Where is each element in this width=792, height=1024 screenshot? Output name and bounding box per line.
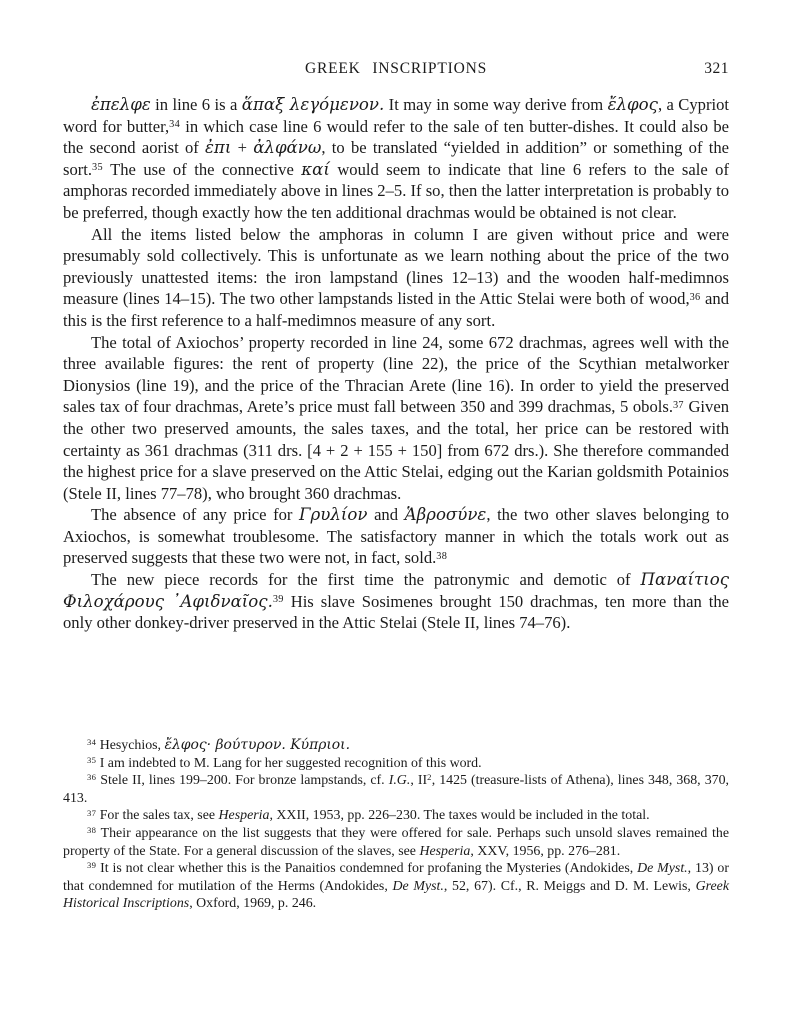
footnote-39 [63,860,729,913]
footnote-36 [63,772,729,807]
footnote-ref: 35 [87,754,97,765]
text-run: Greek Historical Inscriptions [63,878,729,912]
footnotes-block [63,737,729,913]
text-run: + [231,138,254,158]
paragraph-4 [63,504,729,569]
text-run: , XXV, 1956, pp. 276–281. [470,843,621,859]
paragraph-5 [63,569,729,634]
footnote-ref: 34 [169,118,181,130]
text-run: It is not clear whether this is the Panaitios condemned for profaning the Mysteries (Andokides, [96,861,638,877]
text-run: Ἁβροσύνε [404,505,487,525]
text-run: , II [410,773,428,789]
text-run: Παναίτιος Φιλοχάρους ᾿Αφιδναῖος. [63,570,729,611]
footnote-ref: 37 [672,399,684,411]
text-run: ἅπαξ λεγόμενον. [241,95,385,114]
text-run: Hesychios, [96,738,165,753]
text-run: ἐπι [205,138,232,158]
footnote-38 [63,825,729,860]
footnote-ref: 36 [87,772,97,783]
footnote-34 [63,737,729,755]
footnote-35 [63,755,729,773]
text-run: The total of Axiochos’ property recorded in line 24, some 672 drachmas, agrees well with the three available figures: the rent of property (line 22), the price of the Scythian metalworker Dionysios (line 19), and the price of the Thracian Arete (line 16). In order to yield the preserved sales tax of four drachmas, Arete’s price must fall between 350 and 399 drachmas, 5 obols. [63,332,729,417]
text-run: in line 6 is a [150,95,242,114]
article-body [63,94,729,634]
page-number: 321 [704,60,729,77]
paragraph-1 [63,94,729,224]
text-run: The absence of any price for [91,505,300,525]
text-run: De Myst. [392,878,444,894]
text-run: De Myst. [637,861,688,877]
text-run: It may in some way derive from [384,95,608,114]
text-run: Γρυλίον [299,505,368,525]
running-head [63,60,729,80]
text-run: , XXII, 1953, pp. 226–230. The taxes would be included in the total. [269,808,650,824]
text-run: ἔλφος [607,95,658,114]
text-run: Given the other two preserved amounts, the sales taxes, and the total, her price can be restored with certainty as 361 drachmas (311 drs. [4 + 2 + 155 + 150] from 672 drs.). She therefore commanded the highest price for a slave preserved on the Attic Stelai, edging out the Karian goldsmith Potainios (Stele II, lines 77–78), who brought 360 drachmas. [63,397,729,503]
text-run: , 13) or that condemned for mutilation of the Herms (Andokides, [63,861,729,894]
text-run: The new piece records for the first time the patronymic and demotic of [91,570,641,590]
footnote-ref: 39 [87,860,97,871]
footnote-ref: 35 [92,162,103,174]
text-run: ἔλφος· βούτυρον. Κύπριοι. [164,737,351,753]
footnote-ref: 2 [427,772,432,783]
text-run: , Oxford, 1969, p. 246. [189,896,317,912]
text-run: would seem to indicate that line 6 refers to the sale of amphoras recorded immediately above in lines 2–5. If so, then the latter interpretation is probably to be preferred, though exactly how the ten additional drachmas would be obtained is not clear. [63,159,729,222]
footnote-ref: 39 [272,594,284,606]
footnote-ref: 37 [87,807,97,818]
paragraph-3 [63,332,729,505]
text-run: His slave Sosimenes brought 150 drachmas, ten more than the only other donkey-driver preserved in the Attic Stelai (Stele II, lines 74–76). [63,591,729,633]
text-run: All the items listed below the amphoras in column I are given without price and were presumably sold collectively. This is unfortunate as we learn nothing about the price of the two previously unattested items: the iron lampstand (lines 12–13) and the wooden half-medimnos measure (lines 14–15). The two other lampstands listed in the Attic Stelai were both of wood, [63,224,729,309]
text-run: Hesperia [218,808,270,824]
footnote-ref: 38 [436,550,448,562]
footnote-37 [63,807,729,825]
text-run: and [367,505,405,525]
text-run: in which case line 6 would refer to the sale of ten butter-dishes. It could also be the second aorist of [63,116,729,158]
text-run: I.G. [388,773,411,789]
paragraph-2 [63,224,729,332]
text-run: and this is the first reference to a half-medimnos measure of any sort. [63,289,730,330]
footnote-ref: 34 [87,737,97,748]
text-run: For the sales tax, see [96,808,219,824]
text-run: , a Cypriot word for butter, [63,95,729,136]
text-run: , to be translated “yielded in addition” or something of the sort. [63,138,729,179]
text-run: καί [301,159,330,179]
text-run: I am indebted to M. Lang for her suggested recognition of this word. [96,755,482,771]
text-run: ἀλφάνω [253,138,322,158]
text-run: Their appearance on the list suggests that they were offered for sale. Perhaps such unsold slaves remained the property of the State. For a general discussion of the slaves, see [63,825,729,859]
text-run: , 52, 67). Cf., R. Meiggs and D. M. Lewis, [443,878,696,894]
text-run: Hesperia [419,843,471,859]
text-run: Stele II, lines 199–200. For bronze lampstands, cf. [96,773,389,789]
text-run: , the two other slaves belonging to Axiochos, is somewhat troublesome. The satisfactory manner in which the totals work out as preserved suggests that these two were not, in fact, sold. [63,505,729,568]
text-run: The use of the connective [102,159,302,179]
footnote-ref: 38 [87,825,97,836]
text-run: ἐπελφε [91,95,151,114]
text-run: , 1425 (treasure-lists of Athena), lines 348, 368, 370, 413. [63,773,730,806]
page-title: GREEK INSCRIPTIONS [304,60,487,77]
footnote-ref: 36 [689,291,701,303]
